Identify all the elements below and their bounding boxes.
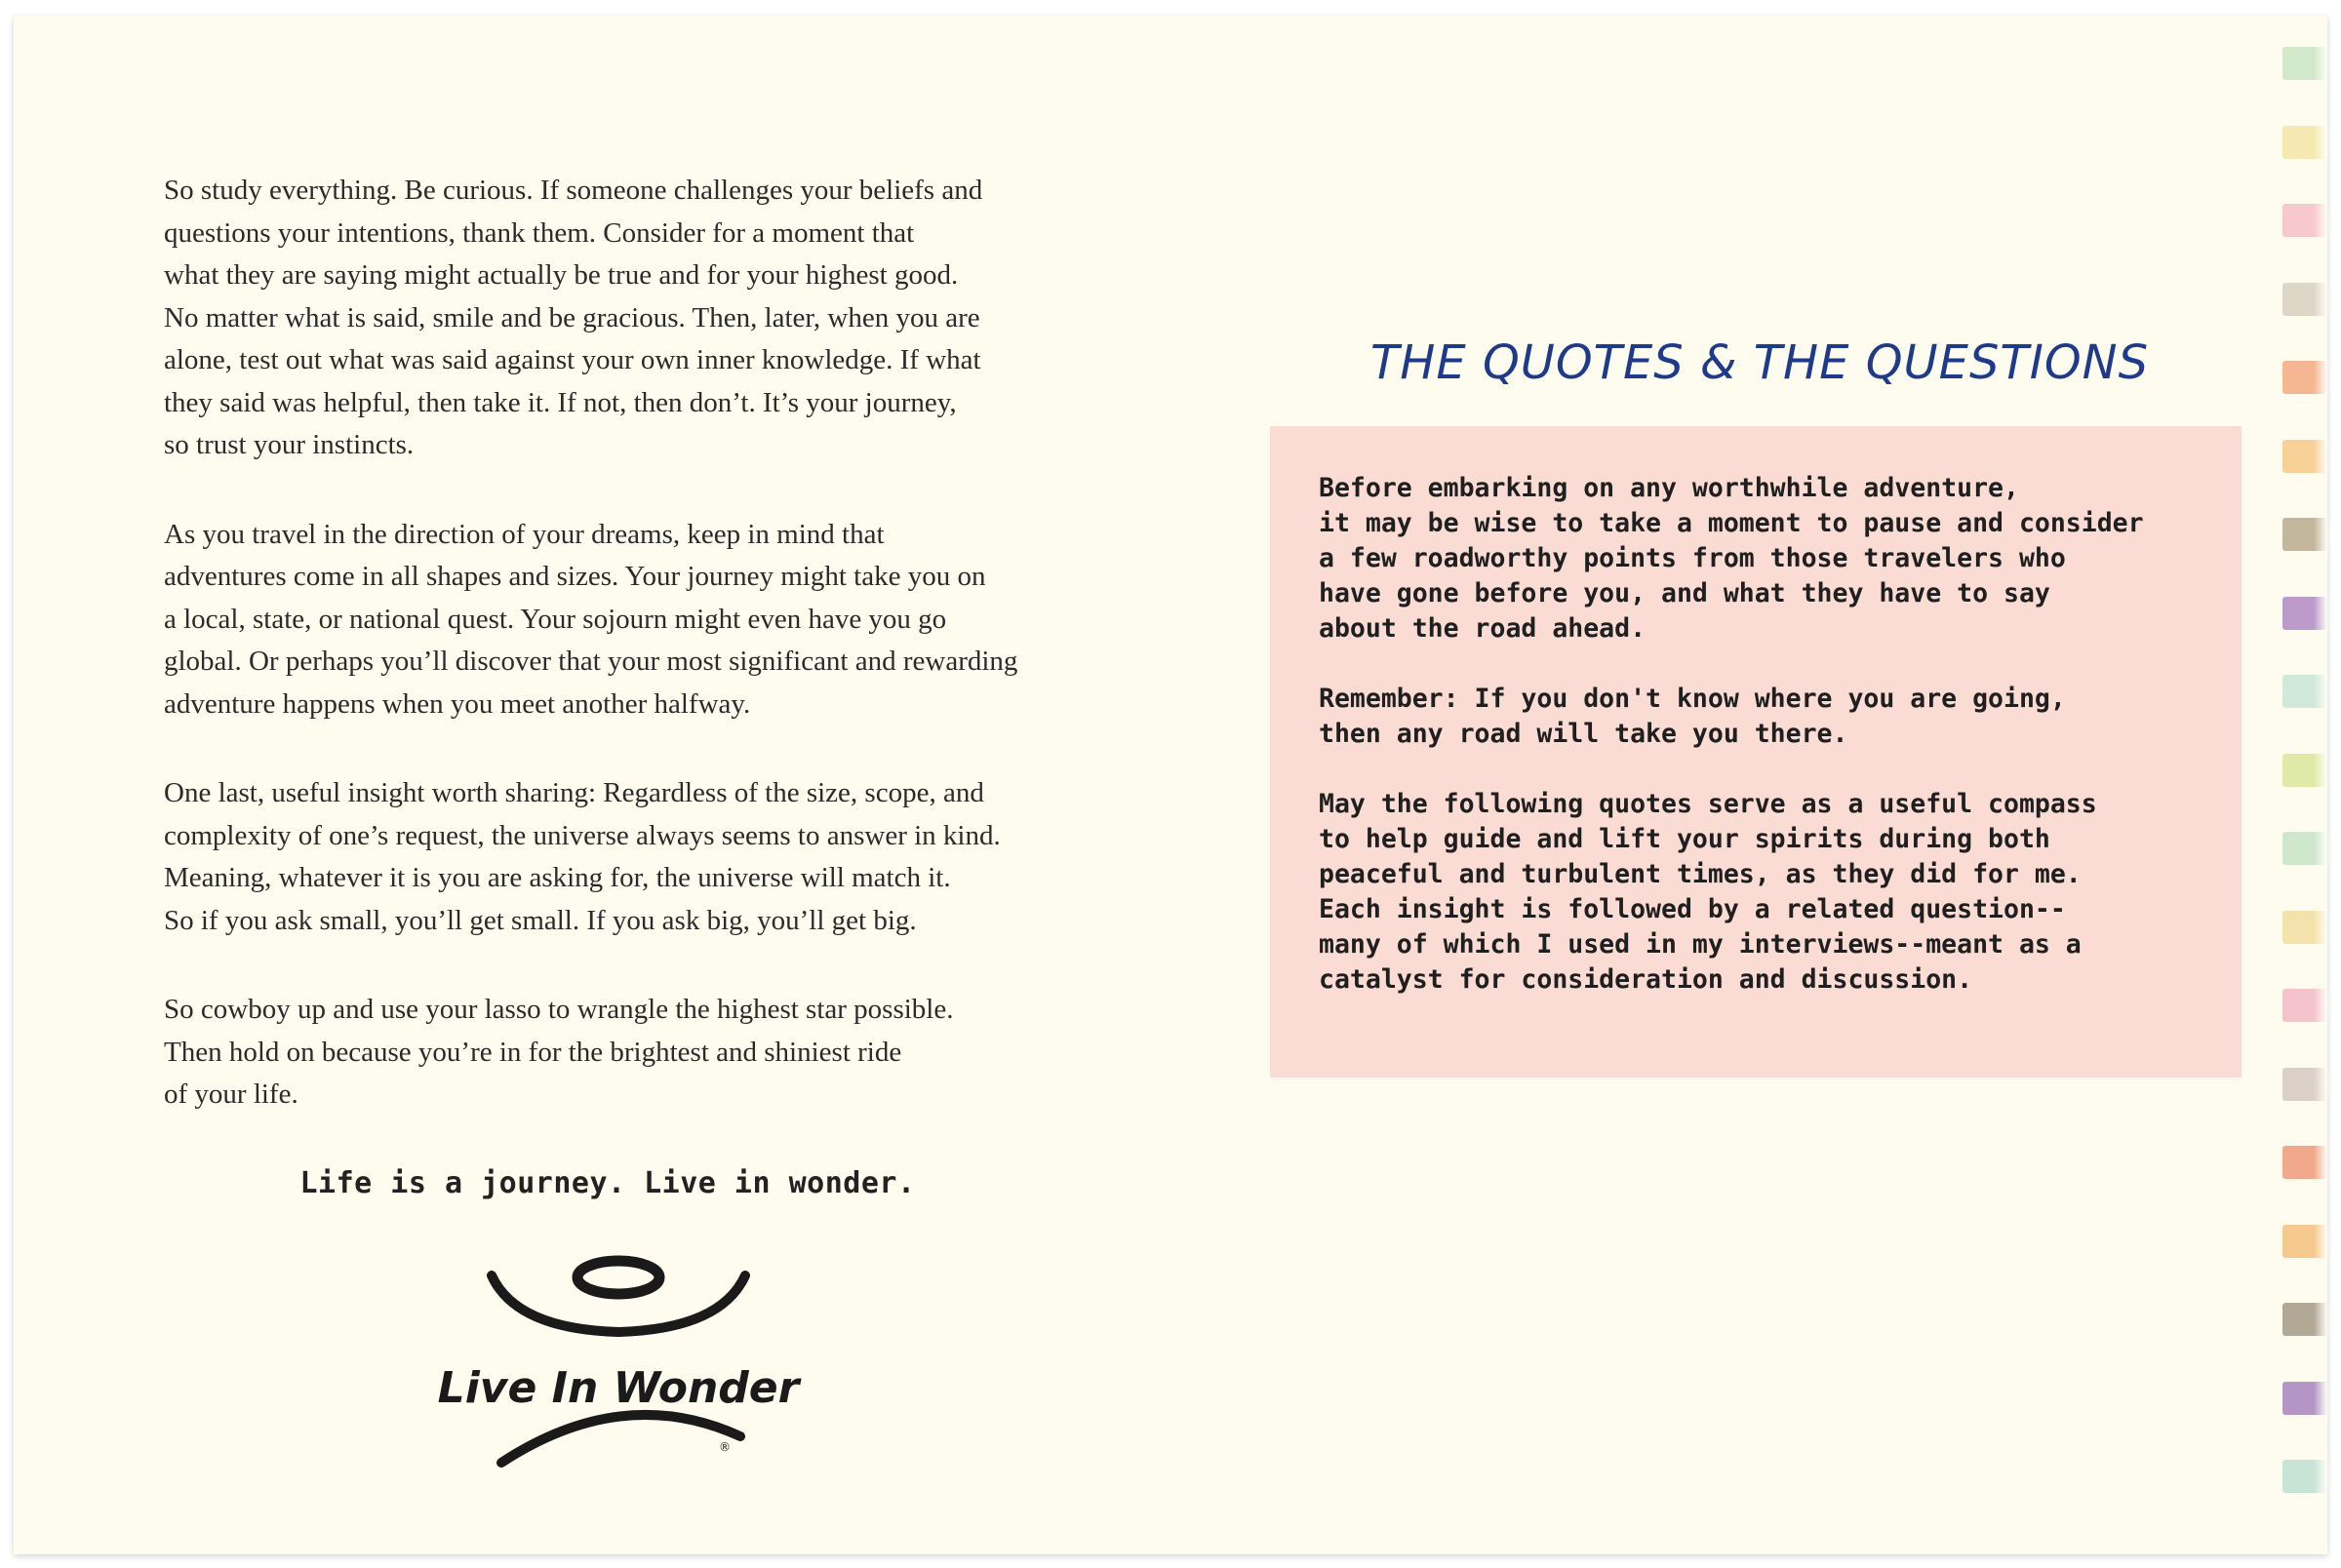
box-paragraph-compass: May the following quotes serve as a useful compass to help guide and lift your spirits during both peaceful and turbulent times, as they did for me. Each insight is followed by a related question-- many of which I used in my interviews--meant as a catalyst for consideration and discussion. bbox=[1319, 789, 2097, 995]
intro-box bbox=[1270, 426, 2242, 1078]
color-tab bbox=[2282, 283, 2327, 316]
color-tab bbox=[2282, 204, 2327, 237]
intro-box-text bbox=[1319, 471, 2216, 1033]
live-in-wonder-logo bbox=[437, 1236, 800, 1475]
logo-arms-arc bbox=[492, 1275, 745, 1332]
color-tab bbox=[2282, 754, 2327, 787]
logo-wordmark: Live In Wonder bbox=[437, 1363, 800, 1413]
color-tab bbox=[2282, 361, 2327, 394]
watercolor-tab-edge bbox=[2282, 16, 2327, 1554]
motto-line: Life is a journey. Live in wonder. bbox=[299, 1166, 916, 1200]
color-tab bbox=[2282, 47, 2327, 80]
box-paragraph-remember: Remember: If you don't know where you are going, then any road will take you there. bbox=[1319, 684, 2066, 749]
color-tab bbox=[2282, 675, 2327, 708]
paragraph-insight: One last, useful insight worth sharing: Regardless of the size, scope, and complexity of one’s request, the universe always seems to answer in kind. Meaning, whatever it is you are asking for, the universe will match it. So if you ask small, you’ll get small. If you ask big, you’ll get big. bbox=[164, 777, 1001, 936]
book-spread bbox=[14, 16, 2327, 1554]
paragraph-study: So study everything. Be curious. If someone challenges your beliefs and questions your intentions, thank them. Consider for a moment that what they are saying might actually be true and for your highest good. No matter what is said, smile and be gracious. Then, later, when you are alone, test out what was said against your own inner knowledge. If what they said was helpful, then take it. If not, then don’t. It’s your journey, so trust your instincts. bbox=[164, 175, 983, 460]
color-tab bbox=[2282, 1460, 2327, 1493]
color-tab bbox=[2282, 440, 2327, 473]
color-tab bbox=[2282, 126, 2327, 159]
logo-registered-mark: ® bbox=[719, 1440, 731, 1454]
color-tab bbox=[2282, 911, 2327, 944]
paragraph-cowboy: So cowboy up and use your lasso to wrangle the highest star possible. Then hold on because you’re in for the brightest and shiniest ride of your life. bbox=[164, 994, 954, 1110]
logo-smile-arc bbox=[501, 1415, 740, 1463]
color-tab bbox=[2282, 518, 2327, 551]
color-tab bbox=[2282, 597, 2327, 630]
color-tab bbox=[2282, 1225, 2327, 1258]
paragraph-travel: As you travel in the direction of your dreams, keep in mind that adventures come in all shapes and sizes. Your journey might take you on a local, state, or national quest. Your sojourn might even have you go global. Or perhaps you’ll discover that your most significant and rewarding adventure happens when you meet another halfway. bbox=[164, 518, 1018, 720]
color-tab bbox=[2282, 832, 2327, 865]
box-paragraph-embark: Before embarking on any worthwhile adventure, it may be wise to take a moment to pause and consider a few roadworthy points from those travelers who have gone before you, and what they have to say about the road ahead. bbox=[1319, 473, 2144, 644]
section-title: THE QUOTES & THE QUESTIONS bbox=[1369, 335, 2150, 390]
logo-head-ring bbox=[577, 1261, 659, 1294]
color-tab bbox=[2282, 1146, 2327, 1179]
left-page-body bbox=[164, 170, 1061, 1163]
color-tab bbox=[2282, 989, 2327, 1022]
color-tab bbox=[2282, 1068, 2327, 1101]
color-tab bbox=[2282, 1382, 2327, 1415]
color-tab bbox=[2282, 1303, 2327, 1336]
